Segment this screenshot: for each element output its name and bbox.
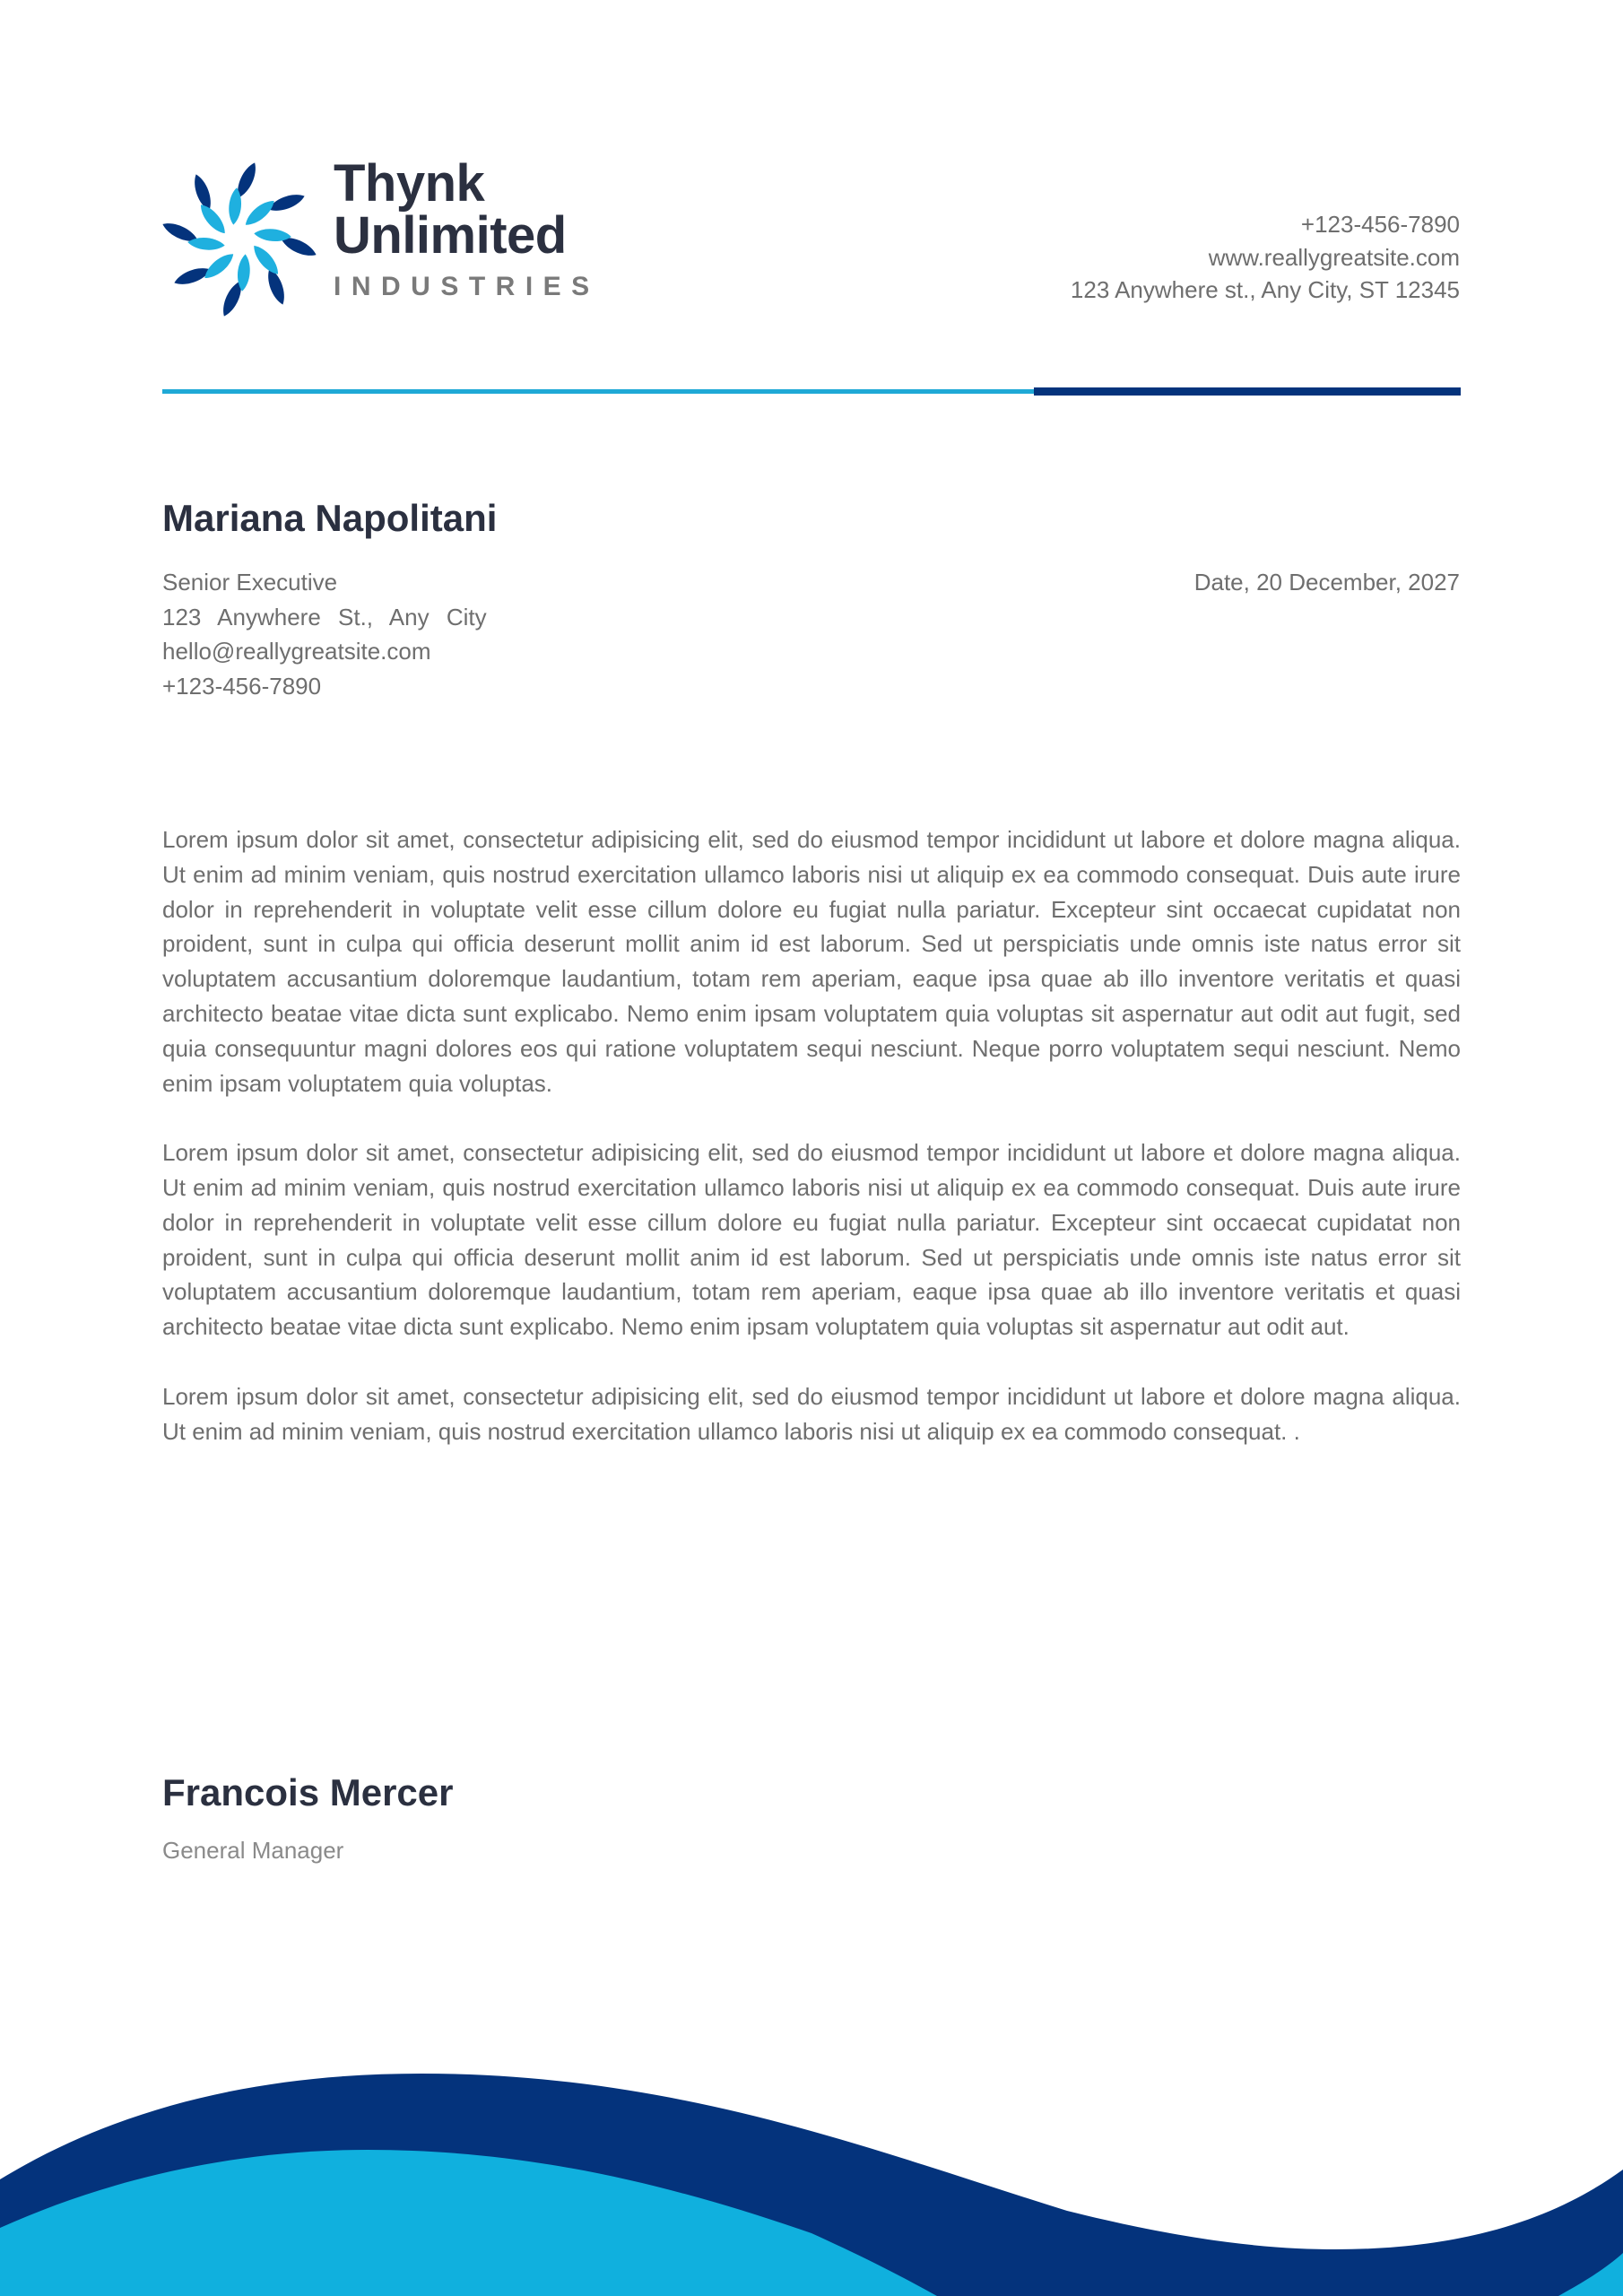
- company-tagline: INDUSTRIES: [334, 272, 600, 301]
- header-divider-dark: [1034, 387, 1461, 396]
- pinwheel-leaf-icon: [160, 160, 319, 319]
- letter-date: Date, 20 December, 2027: [1193, 569, 1460, 596]
- recipient-title: Senior Executive: [162, 569, 338, 596]
- company-logo: [160, 160, 319, 319]
- header-website[interactable]: www.reallygreatsite.com: [1208, 243, 1460, 271]
- letter-body: [162, 822, 1461, 1483]
- recipient-name: Mariana Napolitani: [162, 497, 498, 539]
- recipient-details: [162, 565, 487, 704]
- company-name: [334, 154, 600, 301]
- recipient-phone: +123-456-7890: [162, 673, 322, 700]
- header-phone: +123-456-7890: [1300, 211, 1460, 238]
- header-contact: [1071, 208, 1460, 307]
- signature-title: General Manager: [162, 1837, 344, 1864]
- recipient-address: 123 Anywhere St., Any City: [162, 603, 487, 631]
- company-name-line1: Thynk: [334, 154, 485, 213]
- header-address: 123 Anywhere st., Any City, ST 12345: [1070, 276, 1460, 303]
- header-divider-light: [162, 389, 1037, 394]
- body-paragraph: Lorem ipsum dolor sit amet, consectetur adipisicing elit, sed do eiusmod tempor incididunt ut labore et dolore magna aliqua. Ut enim ad minim veniam, quis nostrud exercitation ullamco laboris nisi ut aliquip ex ea commodo consequat. Duis aute irure dolor in reprehenderit in voluptate velit esse cillum dolore eu fugiat nulla pariatur. Excepteur sint occaecat cupidatat non proident, sunt in culpa qui officia deserunt mollit anim id est laborum. Sed ut perspiciatis unde omnis iste natus error sit voluptatem accusantium doloremque laudantium, totam rem aperiam, eaque ipsa quae ab illo inventore veritatis et quasi architecto beatae vitae dicta sunt explicabo. Nemo enim ipsam voluptatem quia voluptas sit aspernatur aut odit aut fugit, sed quia consequuntur magni dolores eos qui ratione voluptatem sequi nesciunt. Neque porro voluptatem sequi nesciunt. Nemo enim ipsam voluptatem quia voluptas.: [162, 826, 1461, 1097]
- signature-name: Francois Mercer: [162, 1771, 454, 1813]
- body-paragraph: Lorem ipsum dolor sit amet, consectetur adipisicing elit, sed do eiusmod tempor incididunt ut labore et dolore magna aliqua. Ut enim ad minim veniam, quis nostrud exercitation ullamco laboris nisi ut aliquip ex ea commodo consequat. .: [162, 1382, 1461, 1445]
- recipient-email[interactable]: hello@reallygreatsite.com: [162, 638, 431, 665]
- body-paragraph: Lorem ipsum dolor sit amet, consectetur adipisicing elit, sed do eiusmod tempor incididunt ut labore et dolore magna aliqua. Ut enim ad minim veniam, quis nostrud exercitation ullamco laboris nisi ut aliquip ex ea commodo consequat. Duis aute irure dolor in reprehenderit in voluptate velit esse cillum dolore eu fugiat nulla pariatur. Excepteur sint occaecat cupidatat non proident, sunt in culpa qui officia deserunt mollit anim id est laborum. Sed ut perspiciatis unde omnis iste natus error sit voluptatem accusantium doloremque laudantium, totam rem aperiam, eaque ipsa quae ab illo inventore veritatis et quasi architecto beatae vitae dicta sunt explicabo. Nemo enim ipsam voluptatem quia voluptas sit aspernatur aut odit aut.: [162, 1139, 1461, 1341]
- footer-wave-decoration: [0, 2027, 1623, 2296]
- company-name-line2: Unlimited: [334, 206, 567, 265]
